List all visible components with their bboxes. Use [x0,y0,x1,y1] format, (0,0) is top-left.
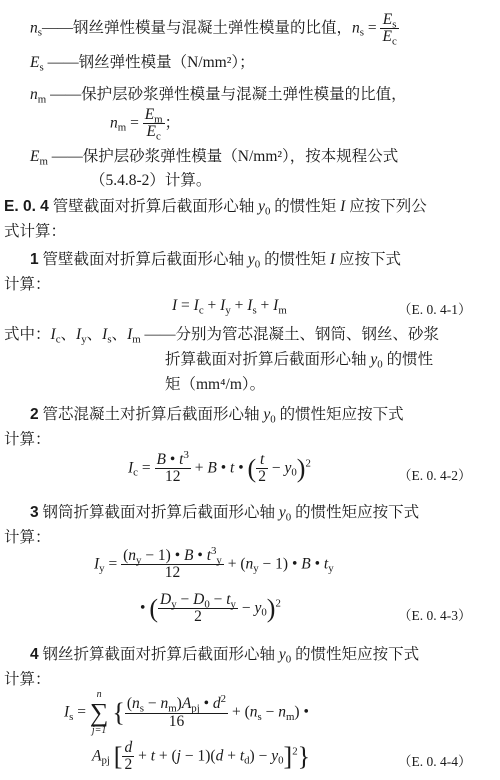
where-desc1: ——分别为管芯混凝土、钢筒、钢丝、砂浆 [144,326,440,343]
item-2-line2: 计算： [4,431,51,448]
item-1-text: 1 管壁截面对折算后截面形心轴 $y_0$ 的惯性矩 I 应按下式 [30,251,402,271]
item-2-part1: 管芯混凝土对折算后截面形心轴 [42,406,260,423]
where-clause: 式中：$I_c$、$I_y$、$I_s$、$I_m$ ——分别为管芯混凝土、钢筒、钢丝、砂浆 [4,326,440,346]
item-4-part2: 的惯性矩应按下式 [295,646,420,663]
fraction-es-ec: $\frac{E_s}{E_c}$ [382,11,397,48]
where-desc-line3: 矩（mm⁴/m）。 [165,376,266,393]
section-title-part1: 管壁截面对折算后截面形心轴 [52,198,255,215]
section-title-part3: 应按下列公 [349,198,427,215]
item-3-part2: 的惯性矩应按下式 [295,504,420,521]
where-label: 式中： [4,326,51,343]
equation-1-number: （E. 0. 4-1） [398,302,472,317]
where-desc2: 折算截面对折算后截面形心轴 [165,351,367,368]
equation-3-line2: • ( $\frac{D_y - D_0 - t_y}{2}$ − $y_0)^2$ [140,591,281,626]
equation-1: $I = I_c + I_y + I_s + I_m$ [172,297,287,317]
equation-2: $I_c$ = $\frac{B • t^3}{12}$ + B • t • ( $\frac{t}{2}$ − $y_0)^2$ [128,449,311,486]
section-title-part2: 的惯性矩 [274,198,337,215]
item-2-part2: 的惯性矩应按下式 [279,406,404,423]
def-nm: $n_m$ ——保护层砂浆弹性模量与混凝土弹性模量的比值， [30,86,407,106]
def-nm-text: ——保护层砂浆弹性模量与混凝土弹性模量的比值， [50,86,407,103]
where-desc-line2: 折算截面对折算后截面形心轴 $y_0$ 的惯性 [165,351,434,371]
def-ns-text: ——钢丝弹性模量与混凝土弹性模量的比值， [41,19,352,37]
item-4-number: 4 [30,646,39,663]
where-desc3: 的惯性 [386,351,434,368]
def-em-line2: （5.4.8-2）计算。 [90,172,212,189]
item-3-line2: 计算： [4,529,51,546]
summation-sign: n ∑ j=1 [89,689,109,736]
item-1-line2: 计算： [4,276,51,293]
item-2-number: 2 [30,406,39,423]
equation-3-line1: $I_y$ = $\frac{(n_y - 1) • B • t^3_y}{12}$ + $(n_y - 1)$ • B • $t_y$ [94,545,334,582]
item-1-part1: 管壁截面对折算后截面形心轴 [42,251,245,268]
def-em-text1: ——保护层砂浆弹性模量（N/mm²），按本规程公式 [51,148,399,165]
formula-nm: $n_m$ = $\frac{E_m}{E_c}$ ； [110,106,181,143]
item-3-part1: 钢筒折算截面对折算后截面形心轴 [42,504,276,521]
fraction-bt3-12: $\frac{B • t^3}{12}$ [156,449,189,486]
item-3-text: 3 钢筒折算截面对折算后截面形心轴 $y_0$ 的惯性矩应按下式 [30,504,420,524]
fraction-d-2: $\frac{d}{2}$ [124,739,133,774]
item-1-number: 1 [30,251,39,268]
equation-2-number: （E. 0. 4-2） [398,468,472,483]
def-es-text: ——钢丝弹性模量（N/mm²）； [47,54,255,71]
item-1-part3: 应按下式 [339,251,402,268]
def-ns: $n_s——$钢丝弹性模量与混凝土弹性模量的比值，$n_s$ = $\frac{E_s}{E_c}$ [30,11,397,48]
item-4-text: 4 钢丝折算截面对折算后截面形心轴 $y_0$ 的惯性矩应按下式 [30,646,420,666]
equation-4-line1: $I_s$ = n ∑ j=1 { $\frac{(n_s - n_m)A_{pj} • d^2}{16}$ + $(n_s - n_m)$ • [64,689,309,736]
def-em: $E_m$ ——保护层砂浆弹性模量（N/mm²），按本规程公式 [30,148,399,168]
equation-3-number: （E. 0. 4-3） [398,608,472,623]
item-2-text: 2 管芯混凝土对折算后截面形心轴 $y_0$ 的惯性矩应按下式 [30,406,404,426]
item-3-number: 3 [30,504,39,521]
equation-4-number: （E. 0. 4-4） [398,754,472,769]
fraction-t-2: $\frac{t}{2}$ [258,451,266,486]
fraction-ny-bt-12: $\frac{(n_y - 1) • B • t^3_y}{12}$ [123,545,222,582]
item-4-part1: 钢丝折算截面对折算后截面形心轴 [42,646,276,663]
item-1-part2: 的惯性矩 [264,251,327,268]
fraction-ns-nm-apj-16: $\frac{(n_s - n_m)A_{pj} • d^2}{16}$ [126,693,227,730]
def-es: $E_s$ ——钢丝弹性模量（N/mm²）； [30,54,255,74]
section-heading: E. 0. 4 管壁截面对折算后截面形心轴 $y_0$ 的惯性矩 I 应按下列公 [4,198,427,218]
fraction-dy-d0-ty-2: $\frac{D_y - D_0 - t_y}{2}$ [159,591,236,626]
item-4-line2: 计算： [4,671,51,688]
section-number: E. 0. 4 [4,198,49,215]
equation-4-line2: $A_{pj}$ [ $\frac{d}{2}$ + $t + (j - 1)(d + t_d) - y_0]^2$} [92,739,311,774]
section-heading-line2: 式计算： [4,223,67,240]
fraction-em-ec: $\frac{E_m}{E_c}$ [144,106,163,143]
